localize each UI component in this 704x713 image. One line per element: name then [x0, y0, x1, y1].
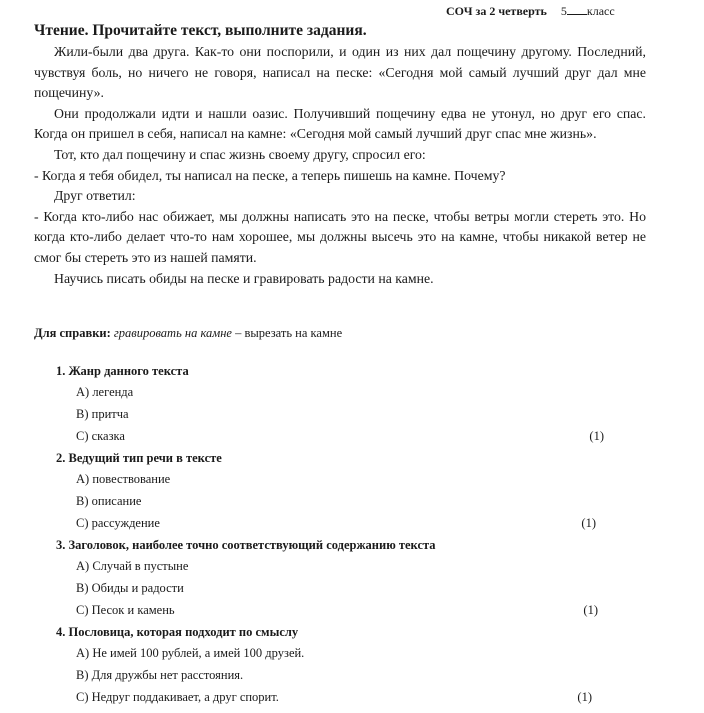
answer-option: А) Не имей 100 рублей, а имей 100 друзей. [76, 646, 305, 660]
points-label: (1) [589, 429, 604, 443]
answer-option-last [76, 512, 604, 534]
question-title: 3. Заголовок, наиболее точно соответствующий содержанию текста [56, 538, 436, 552]
answer-option-label: С) Песок и камень [76, 603, 175, 617]
answer-option: В) притча [76, 407, 129, 421]
reference-note: Для справки: гравировать на камне – вырезать на камне [34, 326, 343, 340]
question-4 [56, 622, 604, 708]
paragraph: - Когда кто-либо нас обижает, мы должны написать это на песке, чтобы ветры могли стереть это. Но когда кто-либо делает что-то нам хорошее, мы должны высечь это на камне, чтобы никакой ветер не смог бы стереть это из нашей памяти. [34, 208, 646, 265]
grade-number: 5 [560, 4, 567, 18]
answer-option-last [76, 425, 604, 447]
reference-definition: – вырезать на камне [231, 326, 343, 340]
question-title: 1. Жанр данного текста [56, 364, 189, 378]
question-2 [56, 448, 604, 534]
paragraph: Жили-были два друга. Как-то они поспорили, и один из них дал пощечину другому. Последний, чувствуя боль, но ничего не говоря, написал на песке: «Сегодня мой самый лучший друг дал мне пощечину». [34, 44, 646, 101]
answer-option-last [76, 599, 604, 621]
grade-label: класс [586, 4, 615, 18]
points-label: (1) [581, 516, 596, 530]
exam-title: СОЧ за 2 четверть [446, 4, 547, 18]
reading-text [34, 42, 646, 289]
paragraph: Научись писать обиды на песке и гравировать радости на камне. [54, 270, 434, 286]
answer-option-last [76, 686, 604, 708]
points-label: (1) [577, 690, 592, 704]
answer-option: В) Для дружбы нет расстояния. [76, 668, 244, 682]
answer-option: В) описание [76, 494, 142, 508]
reference-label: Для справки [34, 326, 107, 340]
paragraph: Тот, кто дал пощечину и спас жизнь своему другу, спросил его: [54, 146, 426, 162]
question-title: 4. Пословица, которая подходит по смыслу [56, 625, 299, 639]
question-title: 2. Ведущий тип речи в тексте [56, 451, 222, 465]
paragraph: Они продолжали идти и нашли оазис. Получивший пощечину едва не утонул, но друг его спас. Когда он пришел в себя, написал на камне: «Сегодня мой самый лучший друг спас мне жизнь». [34, 105, 646, 142]
task-title: Чтение. Прочитайте текст, выполните задания. [34, 22, 367, 39]
paragraph: Друг ответил: [54, 188, 136, 204]
grade-blank-line [567, 3, 587, 15]
answer-option: А) Случай в пустыне [76, 559, 189, 573]
question-1 [56, 361, 604, 447]
answer-option: А) легенда [76, 385, 134, 399]
question-3 [56, 535, 604, 621]
answer-option: В) Обиды и радости [76, 581, 184, 595]
document-header [446, 3, 615, 19]
answer-option-label: С) рассуждение [76, 516, 160, 530]
points-label: (1) [583, 603, 598, 617]
answer-option: А) повествование [76, 472, 171, 486]
answer-option-label: С) Недруг поддакивает, а друг спорит. [76, 690, 279, 704]
reference-term: гравировать на камне [113, 326, 232, 340]
paragraph: - Когда я тебя обидел, ты написал на песке, а теперь пишешь на камне. Почему? [34, 167, 506, 183]
answer-option-label: С) сказка [76, 429, 125, 443]
